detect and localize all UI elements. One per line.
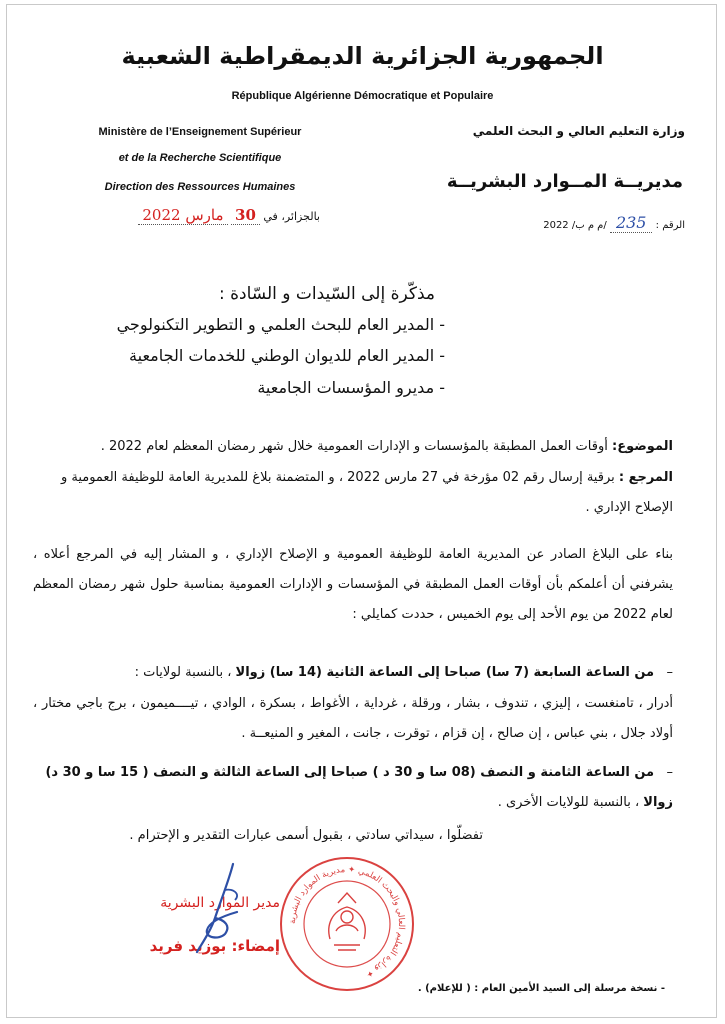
reference-number-line [543,213,685,232]
date-prefix: بالجزائر، في [263,210,320,223]
stamp-text: وزارة التعليم العالي والبحث العلمي ✦ مديرية الموارد البشرية ✦ [287,864,407,980]
schedule-item-2: – من الساعة الثامنة و النصف (08 سا و 30 د ) صباحا إلى الساعة الثالثة و النصف ( 15 سا و 30 د) زوالا ، بالنسبة للولايات الأخرى . [45,765,673,810]
subject [53,432,673,462]
reference-label: المرجع : [618,470,673,485]
schedule-item-1-scope: ، بالنسبة لولايات : [134,665,236,680]
republic-title-fr: République Algérienne Démocratique et Populaire [231,90,494,102]
ref-suffix: /م م ب/ 2022 [543,220,607,231]
subject-label: الموضوع: [612,439,673,454]
intro-paragraph: بناء على البلاغ الصادر عن المديرية العامة للوظيفة العمومية و الإصلاح الإداري ، و المشار إليه في المرجع أعلاه ، يشرفني أن أعلمكم بأن أوقات العمل المطبقة في المؤسسات و الإدارات العمومية بمناسبة حلول شهر رمضان المعظم لعام 2022 من يوم الأحد إلى يوم الخميس ، حددت كمايلي : [33,547,673,622]
directorate-ar: مديريــة المــوارد البشريــة [446,171,683,192]
schedule-item-2-hours: من الساعة الثامنة و النصف (08 سا و 30 د ) صباحا إلى الساعة الثالثة و النصف ( 15 سا و 30 د) زوالا [45,765,673,810]
signature-name: إمضاء: بوزيد فريد [149,937,280,955]
schedule-item-2-scope: ، بالنسبة للولايات الأخرى . [497,795,644,810]
date-day: 30 [231,206,260,225]
ministry-fr: Ministère de l’Enseignement Supérieur [98,126,302,138]
directorate-fr: Direction des Ressources Humaines [104,181,296,193]
copy-note: - نسخة مرسلة إلى السيد الأمين العام : ( للإعلام) . [417,983,665,994]
ref-number: 235 [610,213,653,233]
recipient-item: - المدير العام للديوان الوطني للخدمات الجامعية [129,346,445,365]
ministry-ar: وزارة التعليم العالي و البحث العلمي [472,124,685,138]
ministry-fr-line2: et de la Recherche Scientifique [118,152,282,164]
handwritten-signature [185,860,255,960]
svg-text:وزارة التعليم العالي والبحث ال [288,865,406,979]
ref-prefix: الرقم : [655,220,685,231]
signature-title: مدير الموارد البشرية [160,895,280,911]
schedule-item-1: – من الساعة السابعة (7 سا) صباحا إلى الساعة الثانية (14 سا) زوالا ، بالنسبة لولايات : [134,665,673,680]
recipient-item: - مديرو المؤسسات الجامعية [257,378,445,397]
closing-formula: تفضلّوا ، سيداتي سادتي ، بقبول أسمى عبارات التقدير و الإحترام . [129,828,483,843]
date-month-year: مارس 2022 [138,206,227,225]
date-line [140,206,320,224]
official-stamp [278,855,416,993]
recipient-item: - المدير العام للبحث العلمي و التطوير التكنولوجي [116,315,445,334]
subject-text: أوقات العمل المطبقة بالمؤسسات و الإدارات العمومية خلال شهر رمضان المعظم لعام 2022 . [100,439,612,454]
reference-text: برقية إرسال رقم 02 مؤرخة في 27 مارس 2022 ، و المتضمنة بلاغ للمديرية العامة للوظيفة العمومية و الإصلاح الإداري . [60,470,673,515]
schedule-item-1-hours: من الساعة السابعة (7 سا) صباحا إلى الساعة الثانية (14 سا) زوالا [235,665,655,680]
wilayas-list: أدرار ، تامنغست ، إليزي ، تندوف ، بشار ، ورقلة ، غرداية ، الأغواط ، بسكرة ، الوادي ، تيــــميمون ، برج باجي مختار ، أولاد جلال ، بني عباس ، إن صالح ، إن قزام ، توقرت ، جانت ، المغير و المنيعــة . [33,696,673,741]
memo-to: مذكّرة إلى السّيدات و السّادة : [218,284,435,304]
reference [43,463,673,523]
republic-title-ar: الجمهورية الجزائرية الديمقراطية الشعبية [121,42,604,70]
emblem-icon [329,893,365,950]
